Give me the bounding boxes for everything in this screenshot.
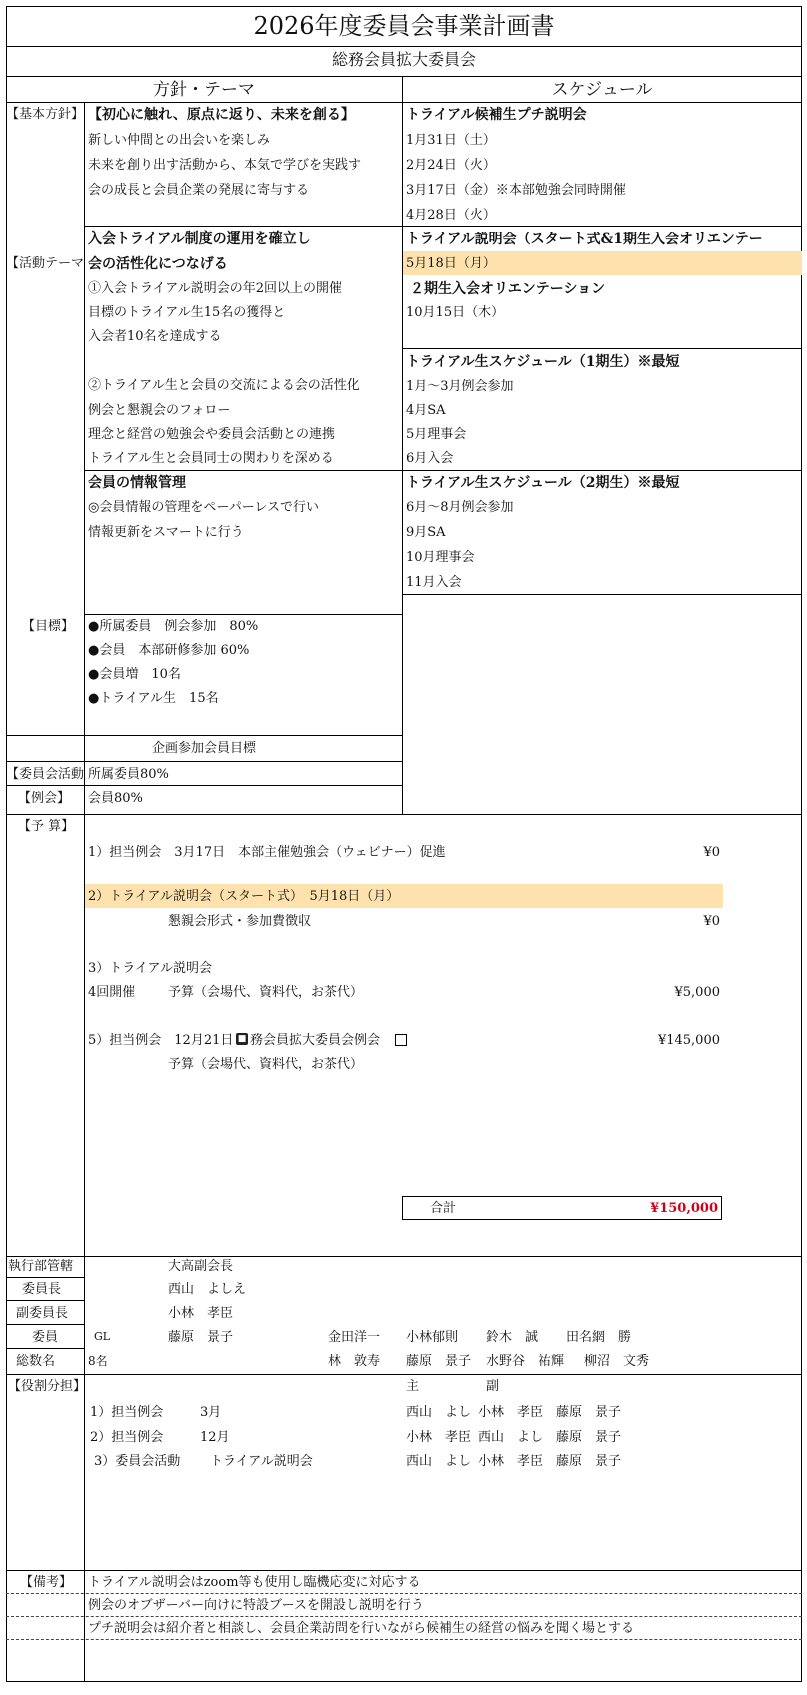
role-sub: 小林 孝臣 — [478, 1454, 544, 1469]
label-role-split: 【役割分担】 — [8, 1379, 87, 1394]
budget-item-1: 1）担当例会 3月17日 本部主催勉強会（ウェビナー）促進 — [88, 845, 446, 860]
member-name: 林 敦寿 — [328, 1354, 381, 1369]
label-goal: 【目標】 — [22, 619, 75, 634]
member-count: 8名 — [88, 1354, 108, 1368]
label-budget: 【予 算】 — [18, 819, 75, 834]
budget-amount-2: ¥0 — [703, 914, 720, 929]
chair-name: 西山 よしえ — [168, 1282, 247, 1297]
role-sub: 藤原 景子 — [556, 1430, 622, 1445]
glyph-box-icon: ■ — [237, 1034, 247, 1044]
budget-total-value: ¥150,000 — [650, 1201, 718, 1216]
schedule-header: スケジュール — [551, 80, 653, 100]
label-activity-theme: 【活動テーマ — [6, 256, 85, 271]
term1-item: 4月SA — [406, 403, 446, 418]
exec-label: 執行部管轄 — [8, 1259, 74, 1274]
role-sub: 小林 孝臣 — [478, 1405, 544, 1420]
budget-item-2: 2）トライアル説明会（スタート式） 5月18日（月） — [88, 889, 400, 904]
role-task: 3）委員会活動 — [94, 1454, 181, 1469]
meeting-goal: 会員80% — [88, 791, 143, 806]
activity-line: 入会者10名を達成する — [88, 329, 222, 344]
activity-heading-2: 会の活性化につなげる — [88, 256, 228, 272]
member-name: 鈴木 誠 — [486, 1330, 539, 1345]
budget-item-3-sub-a: 4回開催 — [88, 985, 136, 1000]
petit-date: 4月28日（火） — [406, 208, 496, 223]
label-committee-activity: 【委員会活動 — [6, 767, 85, 782]
vice-label: 副委員長 — [16, 1306, 69, 1321]
committee-goal: 所属委員80% — [88, 767, 169, 782]
basic-policy-line: 新しい仲間との出会いを楽しみ — [88, 133, 271, 148]
checkbox-icon — [395, 1034, 407, 1046]
basic-policy-line: 未来を創り出す活動から、本気で学びを実践す — [88, 158, 362, 173]
activity-line: ②トライアル生と会員の交流による会の活性化 — [88, 378, 360, 393]
role-main: 西山 よし — [406, 1405, 472, 1420]
briefing-title: トライアル説明会（スタート式&1期生入会オリエンテー — [406, 232, 763, 246]
member-name: 藤原 景子 — [406, 1354, 472, 1369]
document-title: 2026年度委員会事業計画書 — [253, 12, 555, 40]
member-gl: 藤原 景子 — [168, 1330, 234, 1345]
term1-title: トライアル生スケジュール（1期生）※最短 — [406, 354, 680, 370]
role-sub: 西山 よし — [478, 1430, 544, 1445]
activity-line: 例会と懇親会のフォロー — [88, 403, 231, 418]
info-mgmt-line: 情報更新をスマートに行う — [88, 525, 244, 540]
role-when: 12月 — [200, 1430, 230, 1445]
petit-date: 3月17日（金）※本部勉強会同時開催 — [406, 183, 626, 198]
budget-item-5: 5）担当例会 12月21日 — [88, 1033, 234, 1048]
activity-line: ①入会トライアル説明会の年2回以上の開催 — [88, 281, 342, 296]
term2-item: 9月SA — [406, 525, 446, 540]
role-main: 小林 孝臣 — [406, 1430, 472, 1445]
member-name: 水野谷 祐輝 — [486, 1354, 565, 1369]
info-mgmt-heading: 会員の情報管理 — [88, 475, 186, 491]
role-when: 3月 — [200, 1405, 222, 1420]
goal-item: ●トライアル生 15名 — [88, 691, 219, 706]
count-label: 総数名 — [16, 1354, 56, 1369]
remark-line: トライアル説明会はzoom等も使用し臨機応変に対応する — [88, 1575, 421, 1590]
petit-date: 1月31日（土） — [406, 133, 496, 148]
member-name: 金田洋一 — [328, 1330, 381, 1345]
term1-item: 1月〜3月例会参加 — [406, 379, 514, 394]
activity-line: 目標のトライアル生15名の獲得と — [88, 305, 286, 320]
goal-item: ●会員増 10名 — [88, 667, 181, 682]
member-name: 田名網 勝 — [566, 1330, 632, 1345]
role-sub-header: 副 — [486, 1379, 500, 1394]
role-main: 西山 よし — [406, 1454, 472, 1469]
activity-heading-1: 入会トライアル制度の運用を確立し — [88, 231, 311, 247]
basic-policy-line: 会の成長と会員企業の発展に寄与する — [88, 183, 310, 198]
chair-label: 委員長 — [22, 1282, 62, 1297]
budget-item-5-b: 務会員拡大委員会例会 — [250, 1033, 381, 1048]
label-basic-policy: 【基本方針】 — [6, 107, 85, 122]
goal-item: ●所属委員 例会参加 80% — [88, 619, 259, 634]
term2-item: 10月理事会 — [406, 550, 475, 565]
budget-amount-5: ¥145,000 — [657, 1033, 720, 1048]
petit-title: トライアル候補生プチ説明会 — [406, 107, 587, 123]
term1-item: 6月入会 — [406, 451, 454, 466]
member-name: 柳沼 文秀 — [584, 1354, 650, 1369]
orientation-title: ２期生入会オリエンテーション — [410, 281, 606, 297]
policy-header: 方針・テーマ — [153, 80, 255, 100]
budget-item-3: 3）トライアル説明会 — [88, 961, 212, 976]
term2-item: 11月入会 — [406, 575, 462, 590]
remark-line: プチ説明会は紹介者と相談し、会員企業訪問を行いながら候補生の経営の悩みを聞く場とする — [88, 1621, 635, 1636]
term2-item: 6月〜8月例会参加 — [406, 500, 514, 515]
goal-item: ●会員 本部研修参加 60% — [88, 643, 250, 658]
orientation-date: 10月15日（木） — [406, 305, 505, 320]
role-when: トライアル説明会 — [210, 1454, 313, 1469]
budget-item-2-sub: 懇親会形式・参加費徴収 — [168, 914, 312, 929]
remark-line: 例会のオブザーバー向けに特設ブースを開設し説明を行う — [88, 1598, 424, 1613]
activity-line: 理念と経営の勉強会や委員会活動との連携 — [88, 427, 336, 442]
basic-policy-heading: 【初心に触れ、原点に返り、未来を創る】 — [88, 107, 355, 123]
participation-goal-heading: 企画参加会員目標 — [151, 741, 256, 756]
budget-item-5-sub: 予算（会場代、資料代，お茶代） — [168, 1057, 364, 1072]
budget-item-3-sub-b: 予算（会場代、資料代，お茶代） — [168, 985, 364, 1000]
term2-title: トライアル生スケジュール（2期生）※最短 — [406, 475, 680, 491]
label-remarks: 【備考】 — [20, 1575, 73, 1590]
role-task: 1）担当例会 — [90, 1405, 164, 1420]
role-sub: 藤原 景子 — [556, 1454, 622, 1469]
petit-date: 2月24日（火） — [406, 158, 496, 173]
vice-name: 小林 孝臣 — [168, 1306, 234, 1321]
budget-amount-3: ¥5,000 — [674, 985, 720, 1000]
committee-name: 総務会員拡大委員会 — [331, 50, 476, 69]
exec-name: 大高副会長 — [168, 1259, 234, 1274]
briefing-date: 5月18日（月） — [406, 256, 496, 271]
activity-line: トライアル生と会員同士の関わりを深める — [88, 451, 334, 466]
budget-total-label: 合計 — [430, 1201, 457, 1216]
budget-amount-1: ¥0 — [703, 845, 720, 860]
term1-item: 5月理事会 — [406, 427, 467, 442]
role-sub: 藤原 景子 — [556, 1405, 622, 1420]
role-task: 2）担当例会 — [90, 1430, 164, 1445]
member-name: 小林郁則 — [406, 1330, 459, 1345]
member-label: 委員 — [32, 1330, 59, 1345]
info-mgmt-line: ◎会員情報の管理をペーパーレスで行い — [88, 500, 320, 515]
role-main-header: 主 — [406, 1379, 420, 1394]
gl-label: GL — [94, 1330, 111, 1343]
label-regular-meeting: 【例会】 — [18, 791, 71, 806]
